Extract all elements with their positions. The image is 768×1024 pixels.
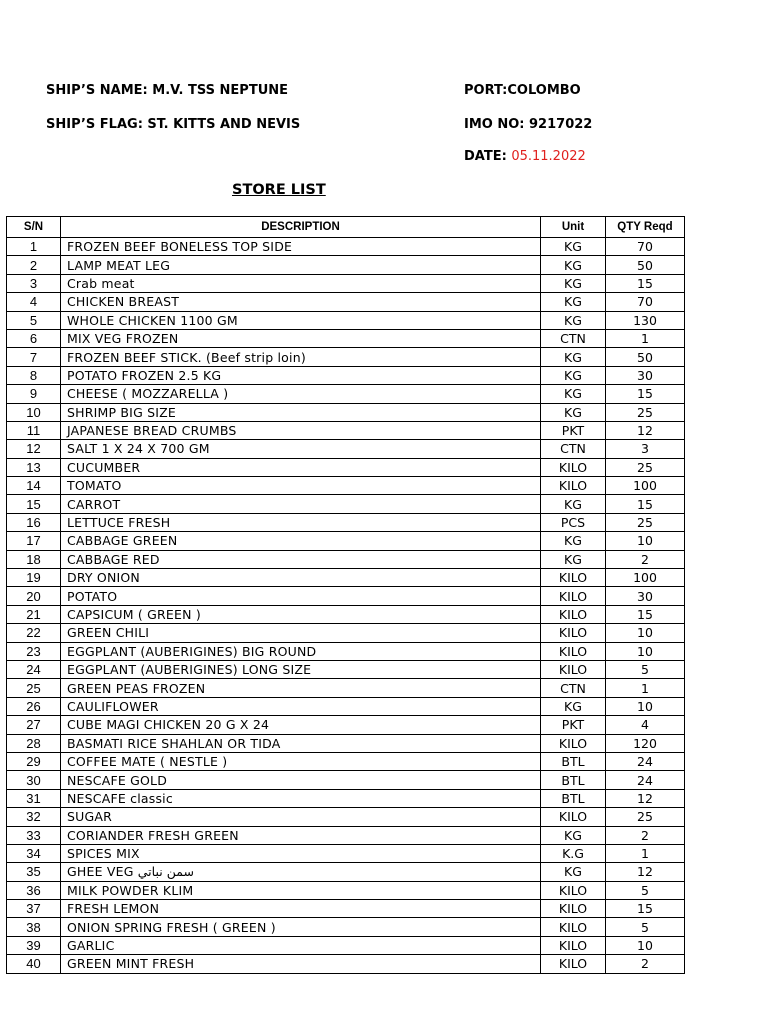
qty-cell: 70 xyxy=(606,293,685,311)
imo-number: IMO NO: 9217022 xyxy=(464,117,593,132)
table-row xyxy=(7,624,685,642)
table-row xyxy=(7,789,685,807)
description-cell: MIX VEG FROZEN xyxy=(61,329,541,347)
qty-cell: 10 xyxy=(606,624,685,642)
unit-cell: K.G xyxy=(541,844,606,862)
unit-cell: KG xyxy=(541,293,606,311)
description-cell: JAPANESE BREAD CRUMBS xyxy=(61,421,541,439)
table-row xyxy=(7,477,685,495)
unit-cell: KG xyxy=(541,403,606,421)
sn-cell: 40 xyxy=(7,955,61,973)
sn-cell: 31 xyxy=(7,789,61,807)
description-cell: GHEE VEG سمن نباتي xyxy=(61,863,541,881)
sn-cell: 32 xyxy=(7,808,61,826)
unit-cell: KILO xyxy=(541,881,606,899)
description-cell: EGGPLANT (AUBERIGINES) BIG ROUND xyxy=(61,642,541,660)
sn-cell: 38 xyxy=(7,918,61,936)
qty-cell: 50 xyxy=(606,348,685,366)
table-row xyxy=(7,955,685,973)
table-row xyxy=(7,311,685,329)
description-cell: GARLIC xyxy=(61,936,541,954)
table-header-row xyxy=(7,217,685,238)
table-body xyxy=(7,238,685,974)
sn-cell: 5 xyxy=(7,311,61,329)
qty-cell: 70 xyxy=(606,238,685,256)
date-value: 05.11.2022 xyxy=(511,149,586,164)
unit-cell: PKT xyxy=(541,716,606,734)
column-header-description: DESCRIPTION xyxy=(61,217,541,238)
description-cell: CUBE MAGI CHICKEN 20 G X 24 xyxy=(61,716,541,734)
sn-cell: 23 xyxy=(7,642,61,660)
unit-cell: KG xyxy=(541,697,606,715)
qty-cell: 100 xyxy=(606,477,685,495)
table-row xyxy=(7,513,685,531)
column-header-sn: S/N xyxy=(7,217,61,238)
unit-cell: BTL xyxy=(541,789,606,807)
qty-cell: 10 xyxy=(606,697,685,715)
unit-cell: KG xyxy=(541,495,606,513)
sn-cell: 17 xyxy=(7,532,61,550)
sn-cell: 29 xyxy=(7,752,61,770)
page-title: STORE LIST xyxy=(232,182,326,198)
qty-cell: 5 xyxy=(606,660,685,678)
description-cell: GREEN CHILI xyxy=(61,624,541,642)
table-row xyxy=(7,458,685,476)
table-row xyxy=(7,679,685,697)
description-cell: NESCAFE GOLD xyxy=(61,771,541,789)
sn-cell: 21 xyxy=(7,605,61,623)
table-row xyxy=(7,403,685,421)
qty-cell: 30 xyxy=(606,587,685,605)
table-row xyxy=(7,532,685,550)
table-row xyxy=(7,587,685,605)
table-row xyxy=(7,642,685,660)
unit-cell: KG xyxy=(541,348,606,366)
description-cell: LAMP MEAT LEG xyxy=(61,256,541,274)
table-row xyxy=(7,900,685,918)
table-row xyxy=(7,808,685,826)
unit-cell: KILO xyxy=(541,642,606,660)
unit-cell: PCS xyxy=(541,513,606,531)
unit-cell: KG xyxy=(541,274,606,292)
qty-cell: 10 xyxy=(606,642,685,660)
table-row xyxy=(7,440,685,458)
unit-cell: CTN xyxy=(541,679,606,697)
sn-cell: 8 xyxy=(7,366,61,384)
qty-cell: 12 xyxy=(606,789,685,807)
description-cell: CARROT xyxy=(61,495,541,513)
qty-cell: 10 xyxy=(606,936,685,954)
description-cell: CABBAGE RED xyxy=(61,550,541,568)
unit-cell: KG xyxy=(541,238,606,256)
description-cell: GREEN PEAS FROZEN xyxy=(61,679,541,697)
sn-cell: 33 xyxy=(7,826,61,844)
sn-cell: 37 xyxy=(7,900,61,918)
sn-cell: 27 xyxy=(7,716,61,734)
sn-cell: 3 xyxy=(7,274,61,292)
unit-cell: KG xyxy=(541,311,606,329)
description-cell: Crab meat xyxy=(61,274,541,292)
sn-cell: 9 xyxy=(7,385,61,403)
qty-cell: 2 xyxy=(606,955,685,973)
table-row xyxy=(7,771,685,789)
table-row xyxy=(7,274,685,292)
table-row xyxy=(7,329,685,347)
unit-cell: KILO xyxy=(541,900,606,918)
qty-cell: 24 xyxy=(606,752,685,770)
sn-cell: 4 xyxy=(7,293,61,311)
unit-cell: KILO xyxy=(541,936,606,954)
table-row xyxy=(7,293,685,311)
table-row xyxy=(7,550,685,568)
sn-cell: 7 xyxy=(7,348,61,366)
description-cell: CHICKEN BREAST xyxy=(61,293,541,311)
description-cell: BASMATI RICE SHAHLAN OR TIDA xyxy=(61,734,541,752)
sn-cell: 6 xyxy=(7,329,61,347)
table-row xyxy=(7,569,685,587)
column-header-unit: Unit xyxy=(541,217,606,238)
qty-cell: 1 xyxy=(606,329,685,347)
sn-cell: 1 xyxy=(7,238,61,256)
table-row xyxy=(7,256,685,274)
unit-cell: KILO xyxy=(541,918,606,936)
description-cell: SHRIMP BIG SIZE xyxy=(61,403,541,421)
unit-cell: KG xyxy=(541,256,606,274)
description-cell: CAULIFLOWER xyxy=(61,697,541,715)
table-row xyxy=(7,844,685,862)
description-cell: CORIANDER FRESH GREEN xyxy=(61,826,541,844)
unit-cell: KILO xyxy=(541,624,606,642)
sn-cell: 12 xyxy=(7,440,61,458)
description-cell: FRESH LEMON xyxy=(61,900,541,918)
qty-cell: 30 xyxy=(606,366,685,384)
qty-cell: 12 xyxy=(606,863,685,881)
sn-cell: 26 xyxy=(7,697,61,715)
table-row xyxy=(7,936,685,954)
table-row xyxy=(7,734,685,752)
sn-cell: 2 xyxy=(7,256,61,274)
table-row xyxy=(7,826,685,844)
unit-cell: CTN xyxy=(541,440,606,458)
sn-cell: 36 xyxy=(7,881,61,899)
description-cell: SALT 1 X 24 X 700 GM xyxy=(61,440,541,458)
table-row xyxy=(7,366,685,384)
description-cell: CUCUMBER xyxy=(61,458,541,476)
column-header-qty: QTY Reqd xyxy=(606,217,685,238)
qty-cell: 25 xyxy=(606,808,685,826)
sn-cell: 22 xyxy=(7,624,61,642)
unit-cell: KG xyxy=(541,385,606,403)
qty-cell: 12 xyxy=(606,421,685,439)
description-cell: EGGPLANT (AUBERIGINES) LONG SIZE xyxy=(61,660,541,678)
date-label: DATE: xyxy=(464,149,512,164)
qty-cell: 50 xyxy=(606,256,685,274)
description-cell: FROZEN BEEF STICK. (Beef strip loin) xyxy=(61,348,541,366)
table-row xyxy=(7,918,685,936)
description-cell: WHOLE CHICKEN 1100 GM xyxy=(61,311,541,329)
description-cell: SPICES MIX xyxy=(61,844,541,862)
table-row xyxy=(7,348,685,366)
description-cell: COFFEE MATE ( NESTLE ) xyxy=(61,752,541,770)
qty-cell: 15 xyxy=(606,495,685,513)
port: PORT:COLOMBO xyxy=(464,83,581,98)
sn-cell: 34 xyxy=(7,844,61,862)
qty-cell: 15 xyxy=(606,605,685,623)
unit-cell: KILO xyxy=(541,734,606,752)
table-row xyxy=(7,421,685,439)
table-row xyxy=(7,863,685,881)
description-cell: NESCAFE classic xyxy=(61,789,541,807)
sn-cell: 13 xyxy=(7,458,61,476)
description-cell: DRY ONION xyxy=(61,569,541,587)
qty-cell: 24 xyxy=(606,771,685,789)
description-cell: GREEN MINT FRESH xyxy=(61,955,541,973)
unit-cell: KG xyxy=(541,826,606,844)
unit-cell: KILO xyxy=(541,587,606,605)
description-cell: CHEESE ( MOZZARELLA ) xyxy=(61,385,541,403)
unit-cell: KG xyxy=(541,550,606,568)
qty-cell: 15 xyxy=(606,900,685,918)
sn-cell: 11 xyxy=(7,421,61,439)
date xyxy=(464,149,586,164)
description-cell: MILK POWDER KLIM xyxy=(61,881,541,899)
qty-cell: 15 xyxy=(606,385,685,403)
sn-cell: 24 xyxy=(7,660,61,678)
ship-flag: SHIP’S FLAG: ST. KITTS AND NEVIS xyxy=(46,117,301,132)
table-row xyxy=(7,752,685,770)
sn-cell: 35 xyxy=(7,863,61,881)
table-row xyxy=(7,238,685,256)
qty-cell: 2 xyxy=(606,826,685,844)
unit-cell: KILO xyxy=(541,458,606,476)
unit-cell: KILO xyxy=(541,955,606,973)
qty-cell: 120 xyxy=(606,734,685,752)
unit-cell: KG xyxy=(541,366,606,384)
qty-cell: 5 xyxy=(606,918,685,936)
unit-cell: KILO xyxy=(541,605,606,623)
description-cell: TOMATO xyxy=(61,477,541,495)
qty-cell: 2 xyxy=(606,550,685,568)
qty-cell: 15 xyxy=(606,274,685,292)
description-cell: CAPSICUM ( GREEN ) xyxy=(61,605,541,623)
qty-cell: 10 xyxy=(606,532,685,550)
sn-cell: 39 xyxy=(7,936,61,954)
qty-cell: 4 xyxy=(606,716,685,734)
table-row xyxy=(7,495,685,513)
description-cell: POTATO FROZEN 2.5 KG xyxy=(61,366,541,384)
table-row xyxy=(7,716,685,734)
sn-cell: 30 xyxy=(7,771,61,789)
sn-cell: 14 xyxy=(7,477,61,495)
unit-cell: CTN xyxy=(541,329,606,347)
unit-cell: KILO xyxy=(541,808,606,826)
description-cell: FROZEN BEEF BONELESS TOP SIDE xyxy=(61,238,541,256)
description-cell: ONION SPRING FRESH ( GREEN ) xyxy=(61,918,541,936)
unit-cell: KILO xyxy=(541,660,606,678)
table-row xyxy=(7,660,685,678)
table-row xyxy=(7,697,685,715)
qty-cell: 130 xyxy=(606,311,685,329)
ship-name: SHIP’S NAME: M.V. TSS NEPTUNE xyxy=(46,83,289,98)
sn-cell: 16 xyxy=(7,513,61,531)
qty-cell: 3 xyxy=(606,440,685,458)
unit-cell: KG xyxy=(541,863,606,881)
sn-cell: 15 xyxy=(7,495,61,513)
sn-cell: 28 xyxy=(7,734,61,752)
table-row xyxy=(7,385,685,403)
qty-cell: 100 xyxy=(606,569,685,587)
store-list-table xyxy=(6,216,685,974)
sn-cell: 20 xyxy=(7,587,61,605)
sn-cell: 18 xyxy=(7,550,61,568)
table-row xyxy=(7,605,685,623)
unit-cell: KILO xyxy=(541,477,606,495)
description-cell: LETTUCE FRESH xyxy=(61,513,541,531)
unit-cell: PKT xyxy=(541,421,606,439)
sn-cell: 25 xyxy=(7,679,61,697)
description-cell: CABBAGE GREEN xyxy=(61,532,541,550)
qty-cell: 25 xyxy=(606,403,685,421)
table-row xyxy=(7,881,685,899)
qty-cell: 25 xyxy=(606,513,685,531)
description-cell: SUGAR xyxy=(61,808,541,826)
unit-cell: KG xyxy=(541,532,606,550)
sn-cell: 10 xyxy=(7,403,61,421)
qty-cell: 1 xyxy=(606,679,685,697)
description-cell: POTATO xyxy=(61,587,541,605)
qty-cell: 5 xyxy=(606,881,685,899)
qty-cell: 25 xyxy=(606,458,685,476)
unit-cell: KILO xyxy=(541,569,606,587)
qty-cell: 1 xyxy=(606,844,685,862)
unit-cell: BTL xyxy=(541,771,606,789)
unit-cell: BTL xyxy=(541,752,606,770)
sn-cell: 19 xyxy=(7,569,61,587)
